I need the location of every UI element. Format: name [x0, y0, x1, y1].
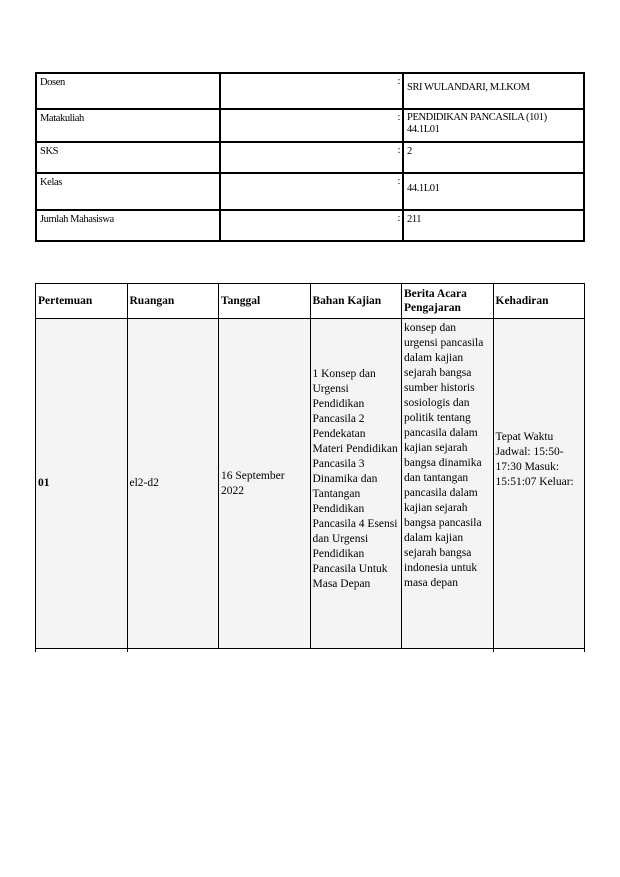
- column-header-kehadiran: Kehadiran: [493, 284, 585, 319]
- tail-cell: [36, 649, 128, 653]
- column-header-berita-acara: Berita Acara Pengajaran: [402, 284, 494, 319]
- info-value: PENDIDIKAN PANCASILA (101) 44.1L01: [403, 109, 584, 142]
- tail-cell: [493, 649, 585, 653]
- column-header-bahan-kajian: Bahan Kajian: [310, 284, 402, 319]
- info-label: SKS: [36, 142, 220, 173]
- info-colon: :: [220, 210, 403, 241]
- info-colon: :: [220, 73, 403, 109]
- tail-cell: [310, 649, 402, 653]
- info-label: Jumlah Mahasiswa: [36, 210, 220, 241]
- tail-cell: [127, 649, 219, 653]
- table-row: [36, 319, 585, 649]
- cell-tanggal: 16 September 2022: [219, 319, 311, 649]
- info-value: 2: [403, 142, 584, 173]
- cell-berita-acara: konsep dan urgensi pancasila dalam kajian sejarah bangsa sumber historis sosiologis dan politik tentang pancasila dalam kajian sejarah bangsa dinamika dan tantangan pancasila dalam kajian sejarah bangsa pancasila dalam kajian sejarah bangsa indonesia untuk masa depan: [402, 319, 494, 649]
- tail-cell: [402, 649, 494, 653]
- cell-bahan-kajian: 1 Konsep dan Urgensi Pendidikan Pancasila 2 Pendekatan Materi Pendidikan Pancasila 3 Dinamika dan Tantangan Pendidikan Pancasila 4 Esensi dan Urgensi Pendidikan Pancasila Untuk Masa Depan: [310, 319, 402, 649]
- info-colon: :: [220, 109, 403, 142]
- info-row-kelas: [36, 173, 584, 210]
- table-header-row: [36, 284, 585, 319]
- info-colon: :: [220, 142, 403, 173]
- column-header-ruangan: Ruangan: [127, 284, 219, 319]
- column-header-pertemuan: Pertemuan: [36, 284, 128, 319]
- info-value: 44.1L01: [403, 173, 584, 210]
- cell-kehadiran: Tepat Waktu Jadwal: 15:50-17:30 Masuk: 15:51:07 Keluar:: [493, 319, 585, 649]
- info-value: 211: [403, 210, 584, 241]
- info-colon: :: [220, 173, 403, 210]
- info-row-dosen: [36, 73, 584, 109]
- cell-ruangan: el2-d2: [127, 319, 219, 649]
- info-value: SRI WULANDARI, M.I.KOM: [403, 73, 584, 109]
- info-row-sks: [36, 142, 584, 173]
- info-row-matakuliah: [36, 109, 584, 142]
- tail-cell: [219, 649, 311, 653]
- info-label: Matakuliah: [36, 109, 220, 142]
- column-header-tanggal: Tanggal: [219, 284, 311, 319]
- info-label: Dosen: [36, 73, 220, 109]
- course-info-table: [35, 72, 585, 242]
- table-tail: [36, 649, 585, 653]
- attendance-table: [35, 283, 585, 652]
- info-row-jumlah-mahasiswa: [36, 210, 584, 241]
- cell-pertemuan: 01: [36, 319, 128, 649]
- info-label: Kelas: [36, 173, 220, 210]
